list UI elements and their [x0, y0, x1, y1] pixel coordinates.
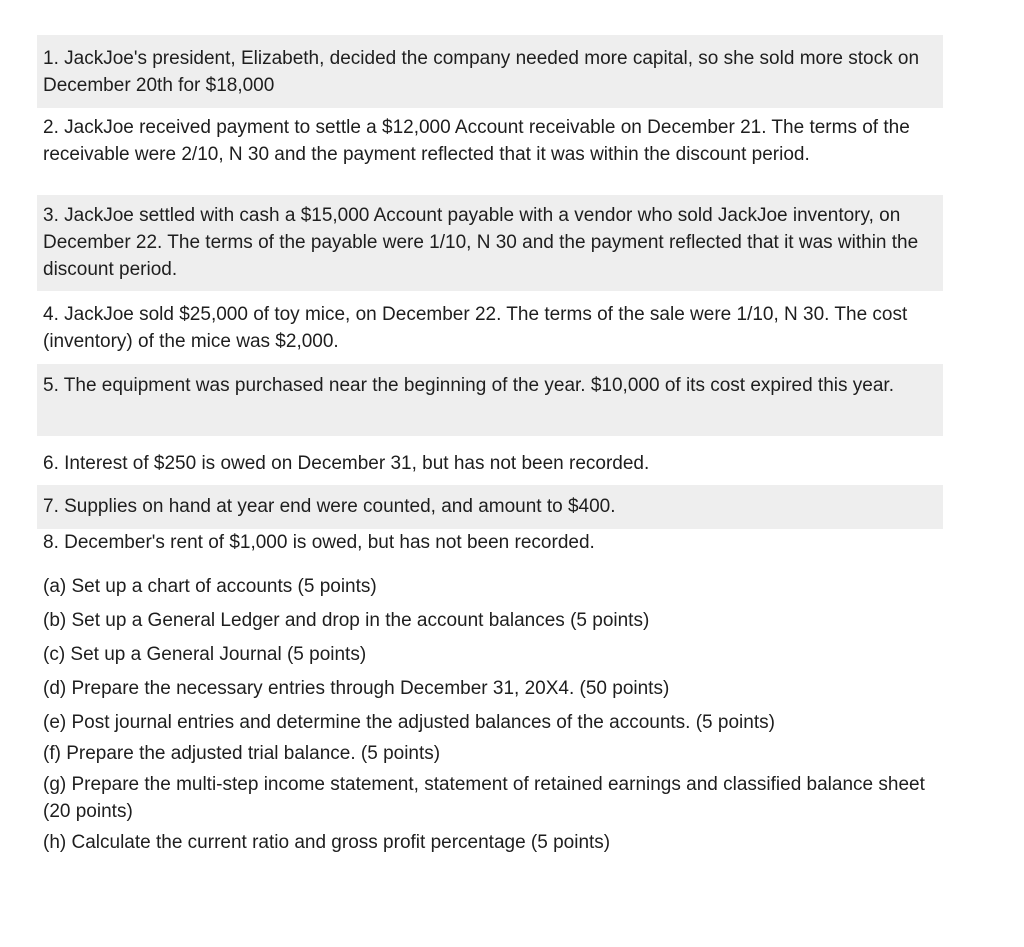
assignment-document: [37, 35, 943, 856]
transaction-item-4: 4. JackJoe sold $25,000 of toy mice, on December 22. The terms of the sale were 1/10, N 30. The cost (inventory) of the mice was $2,000.: [43, 304, 908, 352]
transaction-item-8: 8. December's rent of $1,000 is owed, but has not been recorded.: [43, 532, 595, 553]
task-b: (b) Set up a General Ledger and drop in the account balances (5 points): [43, 610, 650, 631]
task-c: (c) Set up a General Journal (5 points): [43, 644, 367, 665]
task-g: (g) Prepare the multi-step income statement, statement of retained earnings and classified balance sheet (20 points): [43, 774, 925, 822]
task-a: (a) Set up a chart of accounts (5 points): [43, 576, 377, 597]
transaction-item-1: 1. JackJoe's president, Elizabeth, decided the company needed more capital, so she sold more stock on December 20th for $18,000: [37, 35, 943, 108]
task-d: (d) Prepare the necessary entries through December 31, 20X4. (50 points): [43, 678, 670, 699]
transaction-item-6: 6. Interest of $250 is owed on December 31, but has not been recorded.: [43, 453, 650, 474]
transaction-item-3: 3. JackJoe settled with cash a $15,000 Account payable with a vendor who sold JackJoe inventory, on December 22. The terms of the payable were 1/10, N 30 and the payment reflected that it was within the discount period.: [37, 195, 943, 291]
task-f: (f) Prepare the adjusted trial balance. (5 points): [43, 743, 441, 764]
transaction-item-5: 5. The equipment was purchased near the beginning of the year. $10,000 of its cost expired this year.: [37, 364, 943, 436]
task-h: (h) Calculate the current ratio and gross profit percentage (5 points): [43, 832, 611, 853]
task-list: [37, 573, 943, 856]
task-e: (e) Post journal entries and determine the adjusted balances of the accounts. (5 points): [43, 712, 775, 733]
transaction-item-2: 2. JackJoe received payment to settle a $12,000 Account receivable on December 21. The terms of the receivable were 2/10, N 30 and the payment reflected that it was within the discount period.: [43, 117, 910, 165]
transaction-item-7: 7. Supplies on hand at year end were counted, and amount to $400.: [37, 485, 943, 529]
